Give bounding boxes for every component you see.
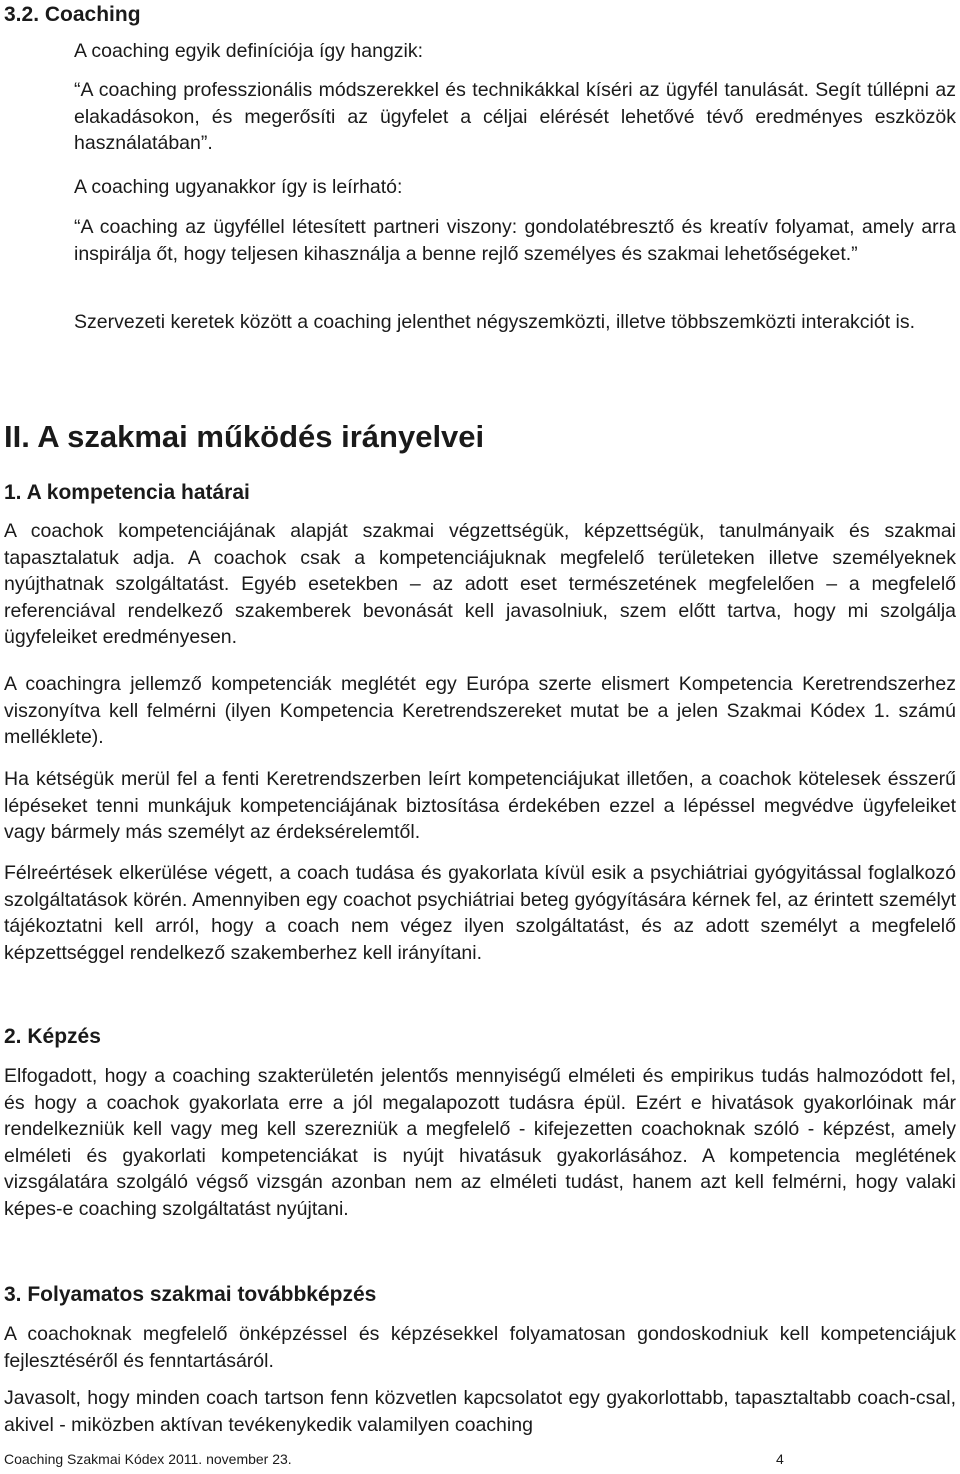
section-3-2-intro-2: A coaching ugyanakkor így is leírható: <box>74 176 403 198</box>
section-3-2-paragraph: Szervezeti keretek között a coaching jelenthet négyszemközti, illetve többszemközti interakciót is. <box>74 311 916 333</box>
section-1-paragraph-1: A coachok kompetenciájának alapját szakmai végzettségük, képzettségük, tanulmányaik és szakmai tapasztalatuk adja. A coachok csak a kompetenciájuknak megfelelő területeken illetve személyeknek nyújthatnak szolgáltatást. Egyéb esetekben – az adott eset természetének megfelelően – a megfelelő referenciával rendelkező szakemberek bevonását kell javasolniuk, szem előtt tartva, hogy mi szolgálja ügyfeleiket eredményesen. <box>4 520 956 648</box>
section-2-heading: 2. Képzés <box>4 1025 101 1048</box>
section-1-paragraph-3: Ha kétségük merül fel a fenti Keretrendszerben leírt kompetenciájukat illetően, a coachok kötelesek ésszerű lépéseket tenni munkájuk kompetenciájának biztosítása érdekében ezzel a lépéssel megvédve ügyfeleiket vagy bármely más személyt az érdeksérelemtől. <box>4 768 956 843</box>
section-1-paragraph-2: A coachingra jellemző kompetenciák meglétét egy Európa szerte elismert Kompetencia Keretrendszerhez viszonyítva kell felmérni (ilyen Kompetencia Keretrendszereket mutat be a jelen Szakmai Kódex 1. számú melléklete). <box>4 673 956 748</box>
page-number: 4 <box>776 1451 784 1467</box>
definition-quote-2: “A coaching az ügyféllel létesített partneri viszony: gondolatébresztő és kreatív folyamat, amely arra inspirálja őt, hogy teljesen kihasználja a benne rejlő személyes és szakmai lehetőségeket.” <box>74 216 956 265</box>
section-3-heading: 3. Folyamatos szakmai továbbképzés <box>4 1283 377 1306</box>
section-2-paragraph-1: Elfogadott, hogy a coaching szakterületén jelentős mennyiségű elméleti és empirikus tudás halmozódott fel, és hogy a coachok gyakorlata erre a jól megalapozott tudásra épül. Ezért e hivatások gyakorlóinak már rendelkezniük kell vagy meg kell szerezniük a megfelelő - kifejezetten coachoknak szóló - képzést, amely elméleti és gyakorlati kompetenciákat is nyújt hivatásuk gyakorlásához. A kompetencia meglétének vizsgálatára szolgáló végső vizsgán azonban nem az elméleti tudást, hanem azt kell felmérni, hogy valaki képes-e coaching szolgáltatást nyújtani. <box>4 1065 956 1220</box>
section-1-paragraph-4: Félreértések elkerülése végett, a coach tudása és gyakorlata kívül esik a psychiátriai gyógyitással foglalkozó szolgáltatások körén. Amennyiben egy coachot psychiátriai beteg gyógyítására kérnek fel, az érintett személyt tájékoztatni kell arról, hogy a coach nem végez ilyen szolgáltatást, és az adott személyt a megfelelő képzettséggel rendelkező szakemberhez kell irányítani. <box>4 862 956 964</box>
chapter-ii-heading: II. A szakmai működés irányelvei <box>4 419 485 454</box>
section-3-paragraph-1: A coachoknak megfelelő önképzéssel és képzésekkel folyamatosan gondoskodniuk kell kompetenciájuk fejlesztéséről és fenntartásáról. <box>4 1323 956 1372</box>
definition-quote-1: “A coaching professzionális módszerekkel és technikákkal kíséri az ügyfél tanulását. Segít túllépni az elakadásokon, és megerősíti az ügyfelet a céljai elérését lehetővé tévő eredményes eszközök használatában”. <box>74 79 956 154</box>
section-1-heading: 1. A kompetencia határai <box>4 481 250 504</box>
section-3-2-intro: A coaching egyik definíciója így hangzik: <box>74 40 424 62</box>
footer-text: Coaching Szakmai Kódex 2011. november 23. <box>4 1451 292 1467</box>
section-3-2-heading: 3.2. Coaching <box>4 3 141 26</box>
section-3-paragraph-2: Javasolt, hogy minden coach tartson fenn közvetlen kapcsolatot egy gyakorlottabb, tapasztaltabb coach-csal, akivel - miközben aktívan tevékenykedik valamilyen coaching <box>4 1387 956 1436</box>
